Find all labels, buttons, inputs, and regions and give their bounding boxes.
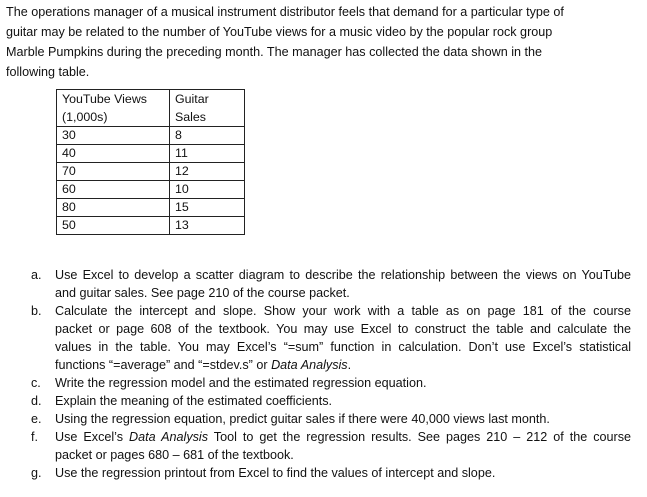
data-table	[56, 89, 245, 235]
sales-cell: 8	[170, 127, 245, 145]
question-d: d. Explain the meaning of the estimated coefficients.	[31, 394, 332, 408]
views-cell: 50	[57, 217, 170, 235]
question-g: g. Use the regression printout from Excel to find the values of intercept and slope.	[31, 466, 496, 480]
question-marker: b.	[31, 304, 42, 318]
views-cell: 30	[57, 127, 170, 145]
sales-cell: 11	[170, 145, 245, 163]
header-guitar-sales: Guitar Sales	[170, 90, 245, 127]
question-b: b. Calculate the intercept and slope. Show your work with a table as on page 181 of the course packet or page 608 of the textbook. You may use Excel to construct the table and calculate the values in the table. You may Excel’s “=sum” function in calculation. Don’t use Excel’s statistical functions “=average” and “=stdev.s” or Data Analysis.	[31, 304, 631, 372]
table-row	[57, 127, 245, 145]
intro-line: The operations manager of a musical instrument distributor feels that demand for a particular type of	[6, 5, 564, 19]
views-cell: 40	[57, 145, 170, 163]
intro-line: Marble Pumpkins during the preceding month. The manager has collected the data shown in the	[6, 45, 543, 59]
intro-line: following table.	[6, 65, 90, 79]
question-f: f. Use Excel’s Data Analysis Tool to get the regression results. See pages 210 – 212 of the course packet or pages 680 – 681 of the textbook.	[31, 430, 632, 462]
views-cell: 60	[57, 181, 170, 199]
question-c: c. Write the regression model and the estimated regression equation.	[31, 376, 427, 390]
question-marker: e.	[31, 412, 42, 426]
sales-cell: 15	[170, 199, 245, 217]
views-cell: 80	[57, 199, 170, 217]
question-marker: g.	[31, 466, 42, 480]
table-row	[57, 199, 245, 217]
question-marker: a.	[31, 268, 42, 282]
question-marker: c.	[31, 376, 41, 390]
sales-cell: 12	[170, 163, 245, 181]
intro-line: guitar may be related to the number of YouTube views for a music video by the popular rock group	[6, 25, 553, 39]
sales-cell: 13	[170, 217, 245, 235]
sales-cell: 10	[170, 181, 245, 199]
table-row	[57, 145, 245, 163]
question-marker: f.	[31, 430, 38, 444]
question-e: e. Using the regression equation, predict guitar sales if there were 40,000 views last month.	[31, 412, 550, 426]
intro-paragraph	[6, 2, 638, 82]
views-cell: 70	[57, 163, 170, 181]
table-row	[57, 217, 245, 235]
table-header-row	[57, 90, 245, 127]
header-youtube-views: YouTube Views (1,000s)	[57, 90, 170, 127]
question-a: a. Use Excel to develop a scatter diagram to describe the relationship between the views on YouTube and guitar sales. See page 210 of the course packet.	[31, 268, 631, 300]
table-row	[57, 163, 245, 181]
table-row	[57, 181, 245, 199]
question-marker: d.	[31, 394, 42, 408]
question-list	[0, 266, 647, 482]
